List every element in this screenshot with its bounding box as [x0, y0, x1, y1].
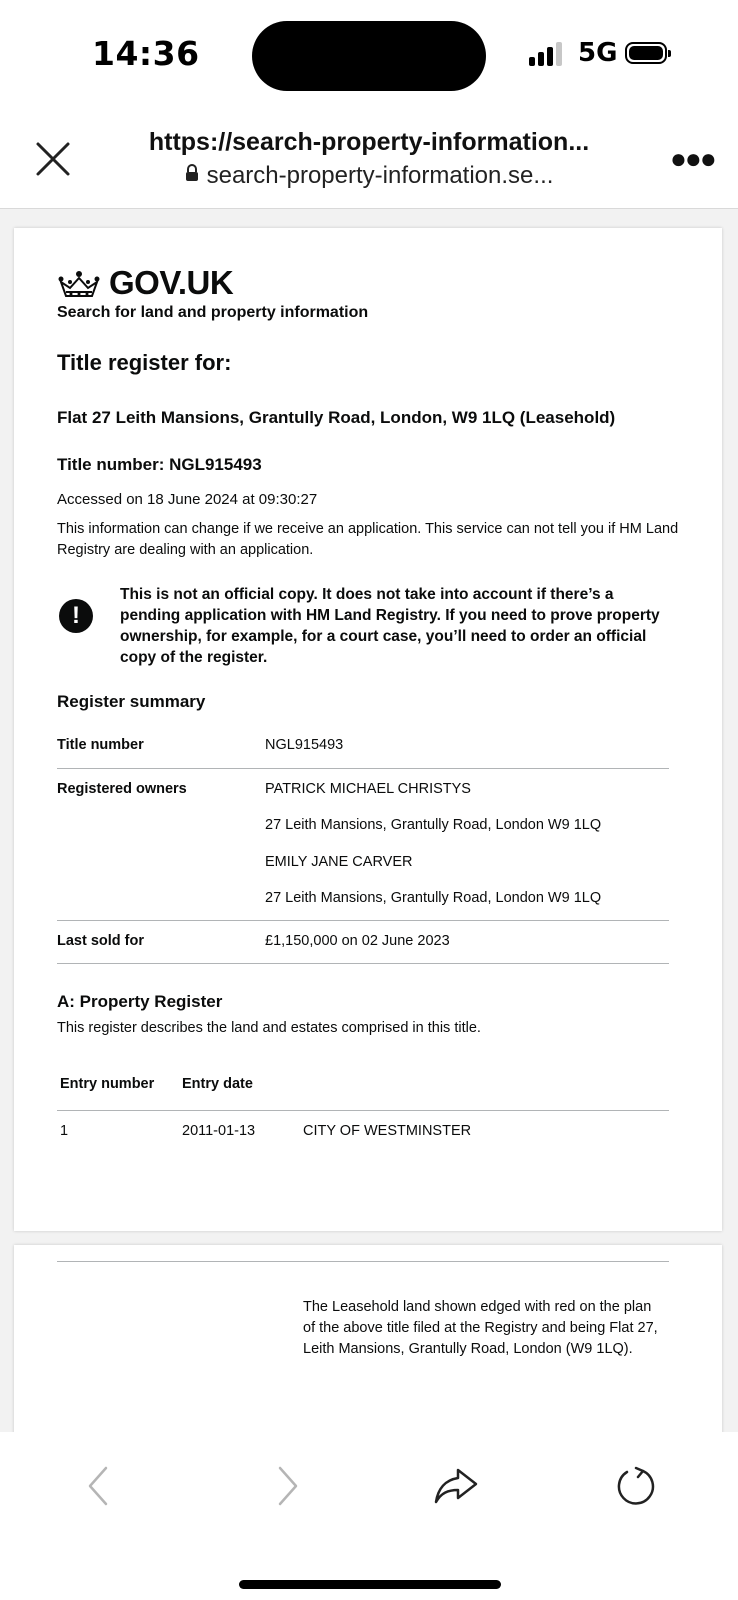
browser-address-bar — [0, 110, 738, 209]
dynamic-island — [252, 21, 486, 91]
status-bar — [0, 0, 738, 110]
summary-row-last-sold — [57, 920, 669, 964]
more-options-icon[interactable]: ●●● — [670, 143, 715, 174]
owner-address: 27 Leith Mansions, Grantully Road, London W9 1LQ — [265, 817, 602, 833]
summary-value: £1,150,000 on 02 June 2023 — [265, 933, 450, 949]
register-summary-heading: Register summary — [57, 692, 206, 711]
column-header: Entry date — [182, 1076, 253, 1092]
property-address: Flat 27 Leith Mansions, Grantully Road, London, W9 1LQ (Leasehold) — [57, 408, 616, 427]
lock-icon — [185, 161, 199, 189]
info-text: This information can change if we receive an application. This service can not tell you if HM Land Registry are dealing with an application. — [57, 521, 679, 558]
title-number-heading: Title number: NGL915493 — [57, 455, 262, 474]
owner-address: 27 Leith Mansions, Grantully Road, London W9 1LQ — [265, 890, 602, 906]
page-url-title[interactable]: https://search-property-information... — [148, 128, 590, 156]
govuk-wordmark: GOV.UK — [109, 264, 234, 301]
warning-callout — [57, 584, 679, 674]
service-name[interactable]: Search for land and property information — [57, 304, 369, 321]
page-card-continued — [14, 1245, 722, 1445]
signal-icon — [529, 40, 563, 66]
summary-key: Last sold for — [57, 933, 145, 949]
crown-icon — [57, 270, 101, 300]
share-icon[interactable] — [432, 1462, 480, 1510]
lease-entry-text: The Leasehold land shown edged with red on the plan of the above title filed at the Registry and being Flat 27, Leith Mansions, Grantully Road, London (W9 1LQ). — [303, 1299, 658, 1357]
summary-row-owners — [57, 768, 669, 921]
property-register-heading: A: Property Register — [57, 992, 223, 1011]
summary-value: NGL915493 — [265, 737, 344, 753]
page-url-domain[interactable] — [0, 162, 738, 190]
status-time: 14:36 — [92, 34, 200, 73]
forward-icon[interactable] — [262, 1462, 310, 1510]
table-header — [57, 1076, 669, 1111]
property-register-description: This register describes the land and estates comprised in this title. — [57, 1020, 481, 1036]
warning-text: This is not an official copy. It does not take into account if there’s a pending application with HM Land Registry. If you need to prove property ownership, for example, for a court case, you’ll need to order an official copy of the register. — [120, 586, 660, 666]
refresh-icon[interactable] — [612, 1462, 660, 1510]
entry-number: 1 — [60, 1123, 69, 1139]
warning-icon: ! — [59, 599, 93, 633]
table-row — [57, 1116, 669, 1150]
summary-row-title-number — [57, 728, 669, 769]
back-icon[interactable] — [76, 1462, 124, 1510]
home-indicator[interactable] — [239, 1580, 501, 1589]
owner-name: EMILY JANE CARVER — [265, 854, 413, 870]
accessed-date: Accessed on 18 June 2024 at 09:30:27 — [57, 491, 318, 508]
owner-name: PATRICK MICHAEL CHRISTYS — [265, 781, 471, 797]
browser-toolbar — [0, 1432, 738, 1600]
divider — [57, 1261, 669, 1262]
network-type: 5G — [578, 38, 618, 68]
page-card — [14, 228, 722, 1231]
summary-key: Registered owners — [57, 781, 187, 797]
summary-key: Title number — [57, 737, 144, 753]
entry-text: CITY OF WESTMINSTER — [303, 1123, 472, 1139]
domain-text: search-property-information.se... — [206, 162, 554, 189]
entry-date: 2011-01-13 — [182, 1123, 256, 1139]
column-header: Entry number — [60, 1076, 155, 1092]
battery-icon — [625, 42, 667, 64]
page-heading: Title register for: — [57, 350, 232, 375]
